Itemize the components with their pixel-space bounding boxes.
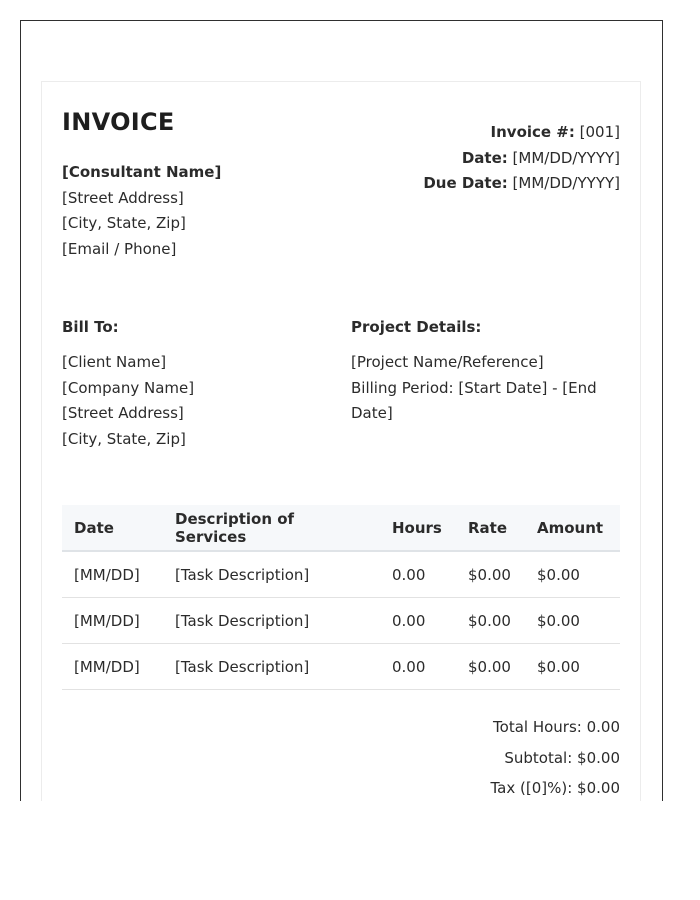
- row-description: [Task Description]: [163, 551, 380, 598]
- bill-to-heading: Bill To:: [62, 318, 119, 336]
- row-rate: $0.00: [456, 644, 525, 690]
- company-name: [Company Name]: [62, 378, 195, 397]
- header-amount: Amount: [525, 505, 620, 551]
- row-rate: $0.00: [456, 598, 525, 644]
- row-amount: $0.00: [525, 644, 620, 690]
- invoice-sheet: [41, 81, 641, 801]
- row-hours: 0.00: [380, 598, 456, 644]
- table-row: [62, 598, 620, 644]
- due-date-row: [423, 171, 620, 197]
- row-description: [Task Description]: [163, 598, 380, 644]
- due-date-label: Due Date:: [423, 174, 508, 192]
- client-city: [City, State, Zip]: [62, 429, 186, 448]
- row-rate: $0.00: [456, 551, 525, 598]
- project-name: [Project Name/Reference]: [351, 353, 544, 371]
- row-description: [Task Description]: [163, 644, 380, 690]
- invoice-title: INVOICE: [62, 108, 175, 136]
- table-header-row: [62, 505, 620, 551]
- bill-to-block: [62, 318, 194, 452]
- row-date: [MM/DD]: [62, 598, 163, 644]
- invoice-number-value: [001]: [579, 123, 620, 141]
- header-hours: Hours: [380, 505, 456, 551]
- client-name: [Client Name]: [62, 353, 167, 371]
- header-date: Date: [62, 505, 163, 551]
- row-amount: $0.00: [525, 551, 620, 598]
- row-hours: 0.00: [380, 551, 456, 598]
- row-hours: 0.00: [380, 644, 456, 690]
- header-rate: Rate: [456, 505, 525, 551]
- tax-line: Tax ([0]%): $0.00: [490, 779, 620, 797]
- table-row: [62, 551, 620, 598]
- services-table: [62, 505, 620, 690]
- client-street: [Street Address]: [62, 404, 184, 422]
- invoice-number-row: [423, 120, 620, 146]
- seller-contact: [Email / Phone]: [62, 239, 177, 258]
- totals-block: [491, 712, 621, 801]
- project-details-block: [351, 318, 640, 427]
- invoice-date-value: [MM/DD/YYYY]: [512, 148, 620, 167]
- invoice-number-label: Invoice #:: [490, 123, 575, 141]
- invoice-date-row: [423, 146, 620, 172]
- project-details-heading: Project Details:: [351, 318, 482, 336]
- invoice-date-label: Date:: [461, 148, 508, 167]
- seller-block: [62, 160, 221, 262]
- billing-period: Billing Period: [Start Date] - [End Date]: [351, 378, 597, 422]
- seller-city: [City, State, Zip]: [62, 214, 186, 232]
- subtotal: Subtotal: $0.00: [504, 748, 620, 767]
- seller-street: [Street Address]: [62, 188, 184, 207]
- invoice-meta: [423, 120, 620, 197]
- row-date: [MM/DD]: [62, 551, 163, 598]
- due-date-value: [MM/DD/YYYY]: [512, 174, 620, 192]
- document-frame: [20, 20, 663, 801]
- row-amount: $0.00: [525, 598, 620, 644]
- consultant-name: [Consultant Name]: [62, 163, 222, 181]
- row-date: [MM/DD]: [62, 644, 163, 690]
- total-hours: Total Hours: 0.00: [493, 718, 620, 736]
- header-description: Description of Services: [163, 505, 380, 551]
- table-row: [62, 644, 620, 690]
